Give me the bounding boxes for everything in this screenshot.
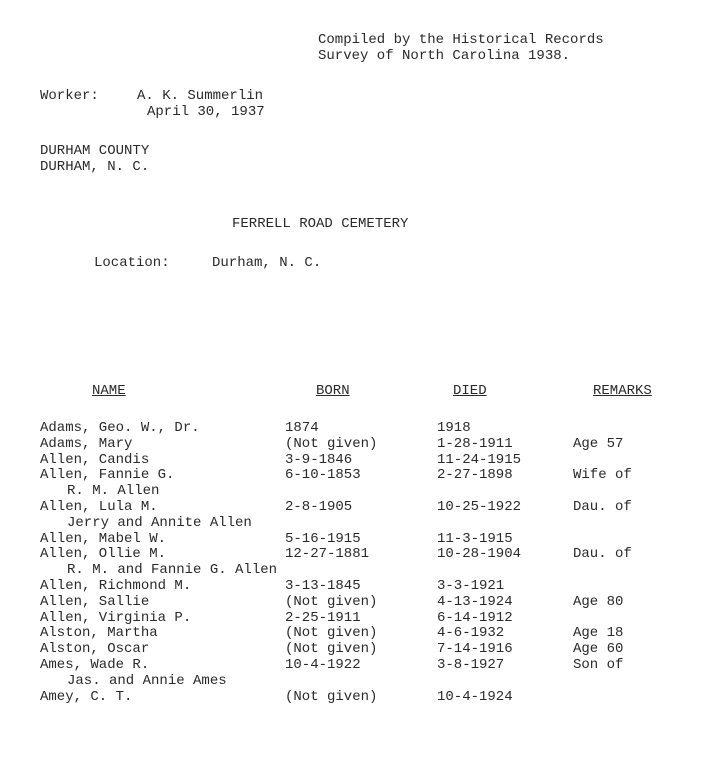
cell-name: Allen, Fannie G. — [40, 467, 175, 484]
cell-name: Allen, Sallie — [40, 593, 150, 610]
cell-remarks: Age 60 — [573, 641, 624, 658]
cell-died: 11-24-1915 — [437, 451, 522, 468]
header-died: DIED — [453, 383, 487, 399]
header-born: BORN — [316, 383, 350, 399]
cell-born: 12-27-1881 — [285, 546, 370, 563]
cell-name: Alston, Oscar — [40, 641, 150, 658]
cell-name: Adams, Geo. W., Dr. — [40, 420, 200, 436]
cell-died: 1-28-1911 — [437, 435, 513, 452]
table-row-continuation — [0, 562, 708, 578]
compiled-line-2: Survey of North Carolina 1938. — [318, 48, 571, 64]
table-row — [0, 641, 708, 657]
table-row — [0, 594, 708, 610]
cell-continuation: Jerry and Annite Allen — [67, 514, 252, 531]
table-row — [0, 625, 708, 641]
header-remarks: REMARKS — [593, 383, 652, 399]
table-row — [0, 436, 708, 452]
cell-born: 2-8-1905 — [285, 499, 353, 515]
cell-name: Ames, Wade R. — [40, 657, 150, 673]
cell-born: (Not given) — [285, 593, 378, 610]
cell-name: Amey, C. T. — [40, 688, 133, 705]
cell-died: 11-3-1915 — [437, 530, 513, 547]
header-name: NAME — [92, 383, 126, 399]
cell-born: (Not given) — [285, 688, 378, 705]
cell-remarks: Son of — [573, 657, 624, 673]
table-row — [0, 420, 708, 436]
county-line-2: DURHAM, N. C. — [40, 159, 150, 175]
worker-label: Worker: — [40, 88, 99, 104]
cell-died: 2-27-1898 — [437, 467, 513, 484]
cell-remarks: Age 18 — [573, 625, 624, 642]
cell-name: Allen, Mabel W. — [40, 530, 167, 547]
cell-name: Alston, Martha — [40, 625, 158, 642]
cell-died: 3-8-1927 — [437, 657, 505, 673]
cell-remarks: Dau. of — [573, 499, 632, 515]
cell-born: 3-9-1846 — [285, 451, 353, 468]
worker-name: A. K. Summerlin — [137, 88, 264, 104]
table-row-continuation — [0, 483, 708, 499]
cell-name: Allen, Ollie M. — [40, 546, 167, 563]
table-row — [0, 610, 708, 626]
cell-remarks: Wife of — [573, 467, 632, 484]
cell-name: Adams, Mary — [40, 435, 133, 452]
cell-died: 3-3-1921 — [437, 578, 505, 594]
cell-name: Allen, Candis — [40, 451, 150, 468]
cell-born: 10-4-1922 — [285, 657, 361, 673]
worker-date: April 30, 1937 — [147, 104, 265, 120]
location-value: Durham, N. C. — [212, 255, 322, 271]
table-row-continuation — [0, 515, 708, 531]
cell-name: Allen, Virginia P. — [40, 609, 192, 626]
table-row — [0, 452, 708, 468]
compiled-line-1: Compiled by the Historical Records — [318, 32, 604, 48]
cell-born: (Not given) — [285, 641, 378, 658]
cell-name: Allen, Lula M. — [40, 499, 158, 515]
cell-born: 2-25-1911 — [285, 609, 361, 626]
cell-died: 10-28-1904 — [437, 546, 522, 563]
table-row — [0, 578, 708, 594]
cell-remarks: Age 57 — [573, 435, 624, 452]
cell-born: 3-13-1845 — [285, 578, 361, 594]
cell-died: 7-14-1916 — [437, 641, 513, 658]
table-row — [0, 657, 708, 673]
table-row — [0, 546, 708, 562]
cemetery-title: FERRELL ROAD CEMETERY — [232, 216, 409, 232]
cell-born: 5-16-1915 — [285, 530, 361, 547]
cell-continuation: Jas. and Annie Ames — [67, 672, 227, 689]
cell-born: 6-10-1853 — [285, 467, 361, 484]
cell-died: 10-25-1922 — [437, 499, 522, 515]
cell-born: 1874 — [285, 420, 319, 436]
table-row — [0, 531, 708, 547]
cell-continuation: R. M. Allen — [67, 483, 160, 500]
cell-died: 1918 — [437, 420, 471, 436]
cell-died: 6-14-1912 — [437, 609, 513, 626]
table-row — [0, 499, 708, 515]
cell-born: (Not given) — [285, 435, 378, 452]
table-row — [0, 467, 708, 483]
cell-continuation: R. M. and Fannie G. Allen — [67, 562, 278, 579]
county-line-1: DURHAM COUNTY — [40, 143, 150, 159]
location-label: Location: — [94, 255, 170, 271]
cell-remarks: Age 80 — [573, 593, 624, 610]
cell-died: 4-13-1924 — [437, 593, 513, 610]
cell-died: 4-6-1932 — [437, 625, 505, 642]
cell-born: (Not given) — [285, 625, 378, 642]
cell-died: 10-4-1924 — [437, 688, 513, 705]
cell-remarks: Dau. of — [573, 546, 632, 563]
table-row-continuation — [0, 673, 708, 689]
table-row — [0, 689, 708, 705]
cell-name: Allen, Richmond M. — [40, 578, 192, 594]
